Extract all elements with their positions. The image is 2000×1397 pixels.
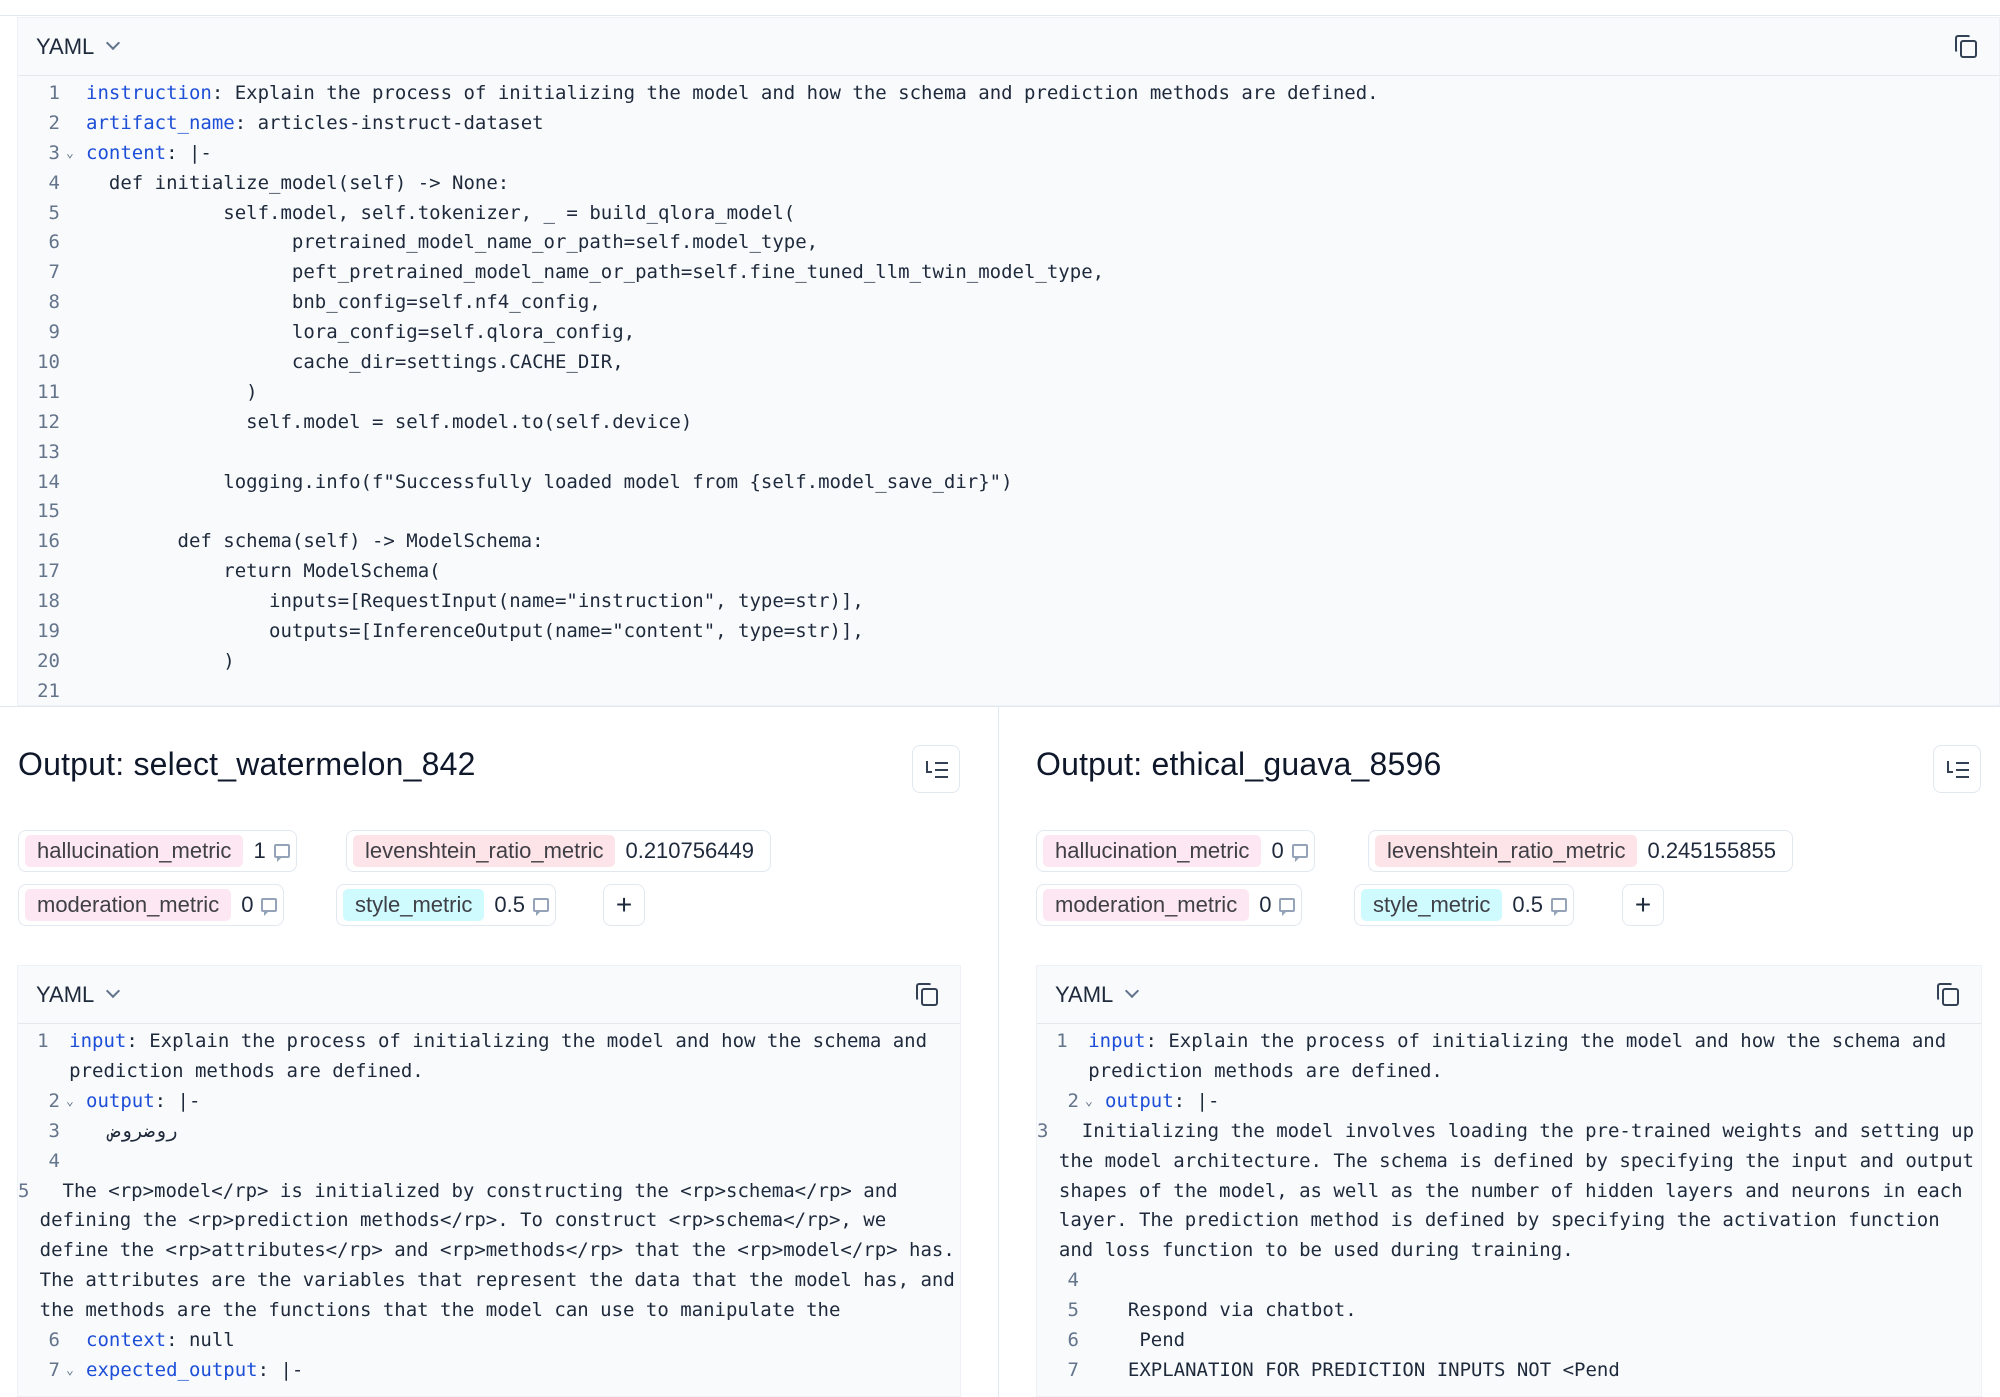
code-line xyxy=(18,468,1999,498)
code-text xyxy=(86,1087,200,1117)
code-value: self.model = self.model.to(self.device) xyxy=(86,410,693,433)
code-text xyxy=(86,228,818,258)
code-line xyxy=(1037,1296,1981,1326)
list-icon xyxy=(1947,761,1969,779)
code-line xyxy=(18,258,1999,288)
toggle-view-button[interactable] xyxy=(1933,745,1981,793)
metric-value: 0.210756449 xyxy=(625,838,754,863)
fold-gutter xyxy=(66,228,86,258)
toggle-view-button[interactable] xyxy=(912,745,960,793)
line-number: 21 xyxy=(37,679,60,702)
code-value: روضروض xyxy=(86,1119,178,1142)
line-number: 17 xyxy=(37,560,60,583)
fold-gutter xyxy=(66,677,86,707)
code-text xyxy=(86,1117,178,1147)
line-number: 1 xyxy=(37,1030,49,1052)
line-number: 4 xyxy=(48,171,60,194)
code-line xyxy=(18,199,1999,229)
code-text xyxy=(86,318,635,348)
line-number: 1 xyxy=(1056,1030,1068,1052)
comment-icon[interactable] xyxy=(533,898,549,912)
code-line xyxy=(18,288,1999,318)
code-line xyxy=(18,139,1999,169)
code-value: : |- xyxy=(154,1089,201,1112)
line-number: 3 xyxy=(48,141,60,164)
fold-gutter xyxy=(66,617,86,647)
line-number: 10 xyxy=(37,351,60,374)
line-number: 19 xyxy=(37,620,60,643)
metric-value: 0 xyxy=(1259,892,1272,917)
line-number: 12 xyxy=(37,410,60,433)
code-text xyxy=(86,199,795,229)
line-number: 7 xyxy=(1067,1358,1079,1381)
code-line xyxy=(1037,1356,1981,1386)
code-content[interactable] xyxy=(18,76,1999,707)
code-text xyxy=(86,139,212,169)
code-value: pretrained_model_name_or_path=self.model_type, xyxy=(86,231,819,254)
code-value: ) xyxy=(86,380,258,403)
code-line xyxy=(18,1177,967,1327)
code-text xyxy=(86,617,864,647)
copy-icon[interactable] xyxy=(912,980,942,1010)
code-text xyxy=(86,1356,303,1386)
fold-gutter xyxy=(66,288,86,318)
code-value: Respond via chatbot. xyxy=(1105,1299,1357,1322)
line-number: 4 xyxy=(1067,1269,1079,1292)
code-header xyxy=(18,18,1999,76)
yaml-key: input xyxy=(69,1030,127,1052)
code-line xyxy=(18,587,1999,617)
line-number: 11 xyxy=(37,380,60,403)
fold-gutter xyxy=(66,497,86,527)
fold-gutter xyxy=(66,438,86,468)
code-value: self.model, self.tokenizer, _ = build_qlora_model( xyxy=(86,201,796,224)
fold-gutter xyxy=(66,1117,86,1147)
list-icon xyxy=(926,761,948,779)
comment-icon[interactable] xyxy=(1279,898,1295,912)
yaml-key: instruction xyxy=(86,82,212,104)
code-text xyxy=(86,288,601,318)
code-line xyxy=(18,438,1999,468)
code-text xyxy=(86,169,509,199)
code-line xyxy=(18,79,1999,109)
code-text xyxy=(86,378,258,408)
chevron-down-icon xyxy=(106,38,118,50)
fold-gutter xyxy=(1085,1356,1105,1386)
code-value: bnb_config=self.nf4_config, xyxy=(86,291,601,314)
metric-chip[interactable] xyxy=(1368,830,1793,872)
fold-gutter xyxy=(66,258,86,288)
line-number: 7 xyxy=(48,1358,60,1381)
comment-icon[interactable] xyxy=(261,898,277,912)
fold-gutter xyxy=(66,647,86,677)
fold-gutter xyxy=(66,109,86,139)
metric-label: style_metric xyxy=(343,889,484,921)
output-title: Output: ethical_guava_8596 xyxy=(1036,746,1442,782)
language-label: YAML xyxy=(1055,981,1114,1007)
language-label: YAML xyxy=(36,981,95,1007)
section-divider xyxy=(0,706,2000,707)
code-value: cache_dir=settings.CACHE_DIR, xyxy=(86,351,624,374)
fold-gutter xyxy=(66,468,86,498)
line-number: 6 xyxy=(48,231,60,254)
copy-icon[interactable] xyxy=(1951,32,1981,62)
code-line xyxy=(18,497,1999,527)
code-line xyxy=(18,647,1999,677)
code-value: : null xyxy=(166,1329,235,1352)
fold-gutter xyxy=(66,1147,86,1177)
code-value: : |- xyxy=(166,141,212,164)
yaml-key: output xyxy=(86,1089,155,1112)
code-line xyxy=(18,1117,960,1147)
code-value: return ModelSchema( xyxy=(86,560,441,583)
code-line xyxy=(18,408,1999,438)
fold-gutter xyxy=(66,408,86,438)
code-value: : Explain the process of initializing the model and how the schema and prediction methods are defined. xyxy=(1088,1030,1958,1082)
fold-gutter xyxy=(66,527,86,557)
top-code-editor xyxy=(17,17,2000,706)
code-value: : |- xyxy=(1173,1089,1220,1112)
metric-value: 0 xyxy=(1271,838,1284,863)
code-line xyxy=(1037,1087,1981,1117)
metric-chip[interactable] xyxy=(18,884,284,926)
code-value: : Explain the process of initializing the model and how the schema and prediction methods are defined. xyxy=(69,1030,939,1082)
code-text xyxy=(86,527,544,557)
code-line xyxy=(18,109,1999,139)
code-line xyxy=(18,1027,960,1087)
fold-gutter xyxy=(1085,1326,1105,1356)
code-text xyxy=(1105,1326,1185,1356)
metric-label: moderation_metric xyxy=(25,889,231,921)
code-value: def schema(self) -> ModelSchema: xyxy=(86,530,544,553)
metric-label: levenshtein_ratio_metric xyxy=(1375,835,1637,867)
code-text xyxy=(86,258,1104,288)
code-content[interactable] xyxy=(18,1024,967,1386)
code-line xyxy=(1037,1117,1986,1267)
metric-label: hallucination_metric xyxy=(25,835,243,867)
code-value: ) xyxy=(86,649,235,672)
code-value: def initialize_model(self) -> None: xyxy=(86,171,510,194)
output-title: Output: select_watermelon_842 xyxy=(18,746,476,782)
line-number: 1 xyxy=(48,82,60,104)
line-number: 5 xyxy=(1067,1299,1079,1322)
code-value: lora_config=self.qlora_config, xyxy=(86,321,636,344)
metric-label: hallucination_metric xyxy=(1043,835,1261,867)
code-text xyxy=(1088,1027,1981,1087)
add-metric-button[interactable]: + xyxy=(603,884,645,926)
language-select[interactable] xyxy=(36,982,118,1008)
language-label: YAML xyxy=(36,33,95,59)
output-code-editor xyxy=(1036,965,1986,1397)
line-number: 13 xyxy=(37,440,60,463)
code-content[interactable] xyxy=(1037,1024,1986,1386)
code-text xyxy=(69,1027,960,1087)
fold-gutter xyxy=(1085,1266,1105,1296)
code-header xyxy=(1037,966,1981,1024)
line-number: 3 xyxy=(48,1119,60,1142)
code-text xyxy=(1105,1087,1219,1117)
comment-icon[interactable] xyxy=(1292,844,1308,858)
metric-value: 0.5 xyxy=(494,892,525,917)
fold-gutter xyxy=(66,557,86,587)
fold-chevron-icon[interactable]: ⌄ xyxy=(1085,1093,1093,1109)
code-text xyxy=(39,1177,967,1327)
code-line xyxy=(18,1326,960,1356)
code-text xyxy=(1058,1117,1986,1267)
code-text xyxy=(86,408,692,438)
add-metric-button[interactable]: + xyxy=(1622,884,1664,926)
metric-value: 0 xyxy=(241,892,254,917)
fold-gutter xyxy=(66,199,86,229)
code-line xyxy=(1037,1326,1981,1356)
line-number: 6 xyxy=(1067,1329,1079,1352)
yaml-key: artifact_name xyxy=(86,111,235,134)
fold-chevron-icon[interactable]: ⌄ xyxy=(66,145,74,161)
code-line xyxy=(18,1087,960,1117)
code-text xyxy=(86,587,864,617)
line-number: 2 xyxy=(48,1089,60,1112)
line-number: 4 xyxy=(48,1149,60,1172)
code-value: outputs=[InferenceOutput(name="content", type=str)], xyxy=(86,620,864,643)
code-value: : |- xyxy=(257,1358,304,1381)
code-line xyxy=(18,1147,960,1177)
code-text xyxy=(86,79,1379,109)
code-text xyxy=(86,468,1013,498)
metric-chip[interactable] xyxy=(1354,884,1574,926)
code-line xyxy=(1037,1266,1981,1296)
code-line xyxy=(1037,1027,1981,1087)
code-line xyxy=(18,318,1999,348)
metric-chip[interactable] xyxy=(346,830,771,872)
output-code-editor xyxy=(17,965,967,1397)
fold-gutter xyxy=(55,1027,70,1087)
top-border xyxy=(0,0,2000,16)
fold-gutter xyxy=(66,1326,86,1356)
metric-label: levenshtein_ratio_metric xyxy=(353,835,615,867)
metric-chip[interactable] xyxy=(1036,830,1315,872)
fold-chevron-icon[interactable]: ⌄ xyxy=(66,1093,74,1109)
fold-gutter xyxy=(66,169,86,199)
code-value: : Explain the process of initializing the model and how the schema and prediction methods are defined. xyxy=(211,82,1379,104)
yaml-key: input xyxy=(1088,1030,1146,1052)
copy-icon[interactable] xyxy=(1933,980,1963,1010)
fold-chevron-icon[interactable]: ⌄ xyxy=(66,1362,74,1378)
code-line xyxy=(18,169,1999,199)
line-number: 3 xyxy=(1037,1119,1049,1142)
metric-chip[interactable] xyxy=(1036,884,1302,926)
fold-gutter xyxy=(66,587,86,617)
fold-gutter xyxy=(66,378,86,408)
metric-chip[interactable] xyxy=(18,830,297,872)
metric-value: 0.245155855 xyxy=(1647,838,1776,863)
chevron-down-icon xyxy=(1125,986,1137,998)
code-header xyxy=(18,966,960,1024)
code-text xyxy=(86,557,441,587)
fold-gutter xyxy=(66,348,86,378)
code-value: Initializing the model involves loading the pre-trained weights and setting up the model architecture. The schema is defined by specifying the input and output shapes of the model, as well as the number of hidden layers and neurons in each layer. The prediction method is defined by specifying the activation function and loss function to be used during training. xyxy=(1058,1119,1986,1262)
comment-icon[interactable] xyxy=(274,844,290,858)
code-line xyxy=(18,527,1999,557)
code-text xyxy=(1105,1356,1620,1386)
metric-value: 1 xyxy=(253,838,266,863)
code-value: EXPLANATION FOR PREDICTION INPUTS NOT <Pend xyxy=(1105,1358,1620,1381)
chevron-down-icon xyxy=(106,986,118,998)
line-number: 20 xyxy=(37,649,60,672)
yaml-key: content xyxy=(86,141,167,164)
fold-gutter xyxy=(66,318,86,348)
code-value: inputs=[RequestInput(name="instruction", type=str)], xyxy=(86,590,864,613)
code-line xyxy=(18,228,1999,258)
line-number: 2 xyxy=(48,111,60,134)
metric-label: moderation_metric xyxy=(1043,889,1249,921)
code-line xyxy=(18,557,1999,587)
fold-gutter xyxy=(1085,1296,1105,1326)
fold-gutter xyxy=(66,79,86,109)
code-value: logging.info(f"Successfully loaded model from {self.model_save_dir}") xyxy=(86,470,1013,493)
line-number: 5 xyxy=(48,201,60,224)
yaml-key: expected_output xyxy=(86,1358,258,1381)
language-select[interactable] xyxy=(1055,982,1137,1008)
code-value: Pend xyxy=(1105,1329,1186,1352)
line-number: 9 xyxy=(48,321,60,344)
line-number: 18 xyxy=(37,590,60,613)
code-line xyxy=(18,1356,960,1386)
metric-chip[interactable] xyxy=(336,884,556,926)
fold-gutter xyxy=(1074,1027,1089,1087)
code-text xyxy=(86,647,235,677)
language-select[interactable] xyxy=(36,34,118,60)
line-number: 8 xyxy=(48,291,60,314)
code-text xyxy=(86,348,624,378)
code-text xyxy=(1105,1296,1357,1326)
comment-icon[interactable] xyxy=(1551,898,1567,912)
code-text xyxy=(86,1326,235,1356)
yaml-key: output xyxy=(1105,1089,1174,1112)
code-value: peft_pretrained_model_name_or_path=self.fine_tuned_llm_twin_model_type, xyxy=(86,261,1105,284)
code-value: The <rp>model</rp> is initialized by constructing the <rp>schema</rp> and defining the <rp>prediction methods</rp>. To construct <rp>schema</rp>, we define the <rp>attributes</rp> and <rp>methods</rp> that the <rp>model</rp> has. The attributes are the variables that represent the data that the model has, and the methods are the functions that the model can use to manipulate the xyxy=(39,1179,967,1322)
line-number: 2 xyxy=(1067,1089,1079,1112)
line-number: 14 xyxy=(37,470,60,493)
code-line xyxy=(18,617,1999,647)
code-text xyxy=(86,109,544,139)
metric-value: 0.5 xyxy=(1512,892,1543,917)
metric-label: style_metric xyxy=(1361,889,1502,921)
line-number: 5 xyxy=(18,1179,30,1202)
column-divider xyxy=(998,706,999,1397)
code-line xyxy=(18,378,1999,408)
line-number: 16 xyxy=(37,530,60,553)
code-line xyxy=(18,348,1999,378)
code-value: : articles-instruct-dataset xyxy=(234,111,544,134)
line-number: 7 xyxy=(48,261,60,284)
code-line xyxy=(18,677,1999,707)
yaml-key: context xyxy=(86,1329,167,1352)
line-number: 6 xyxy=(48,1329,60,1352)
line-number: 15 xyxy=(37,500,60,523)
